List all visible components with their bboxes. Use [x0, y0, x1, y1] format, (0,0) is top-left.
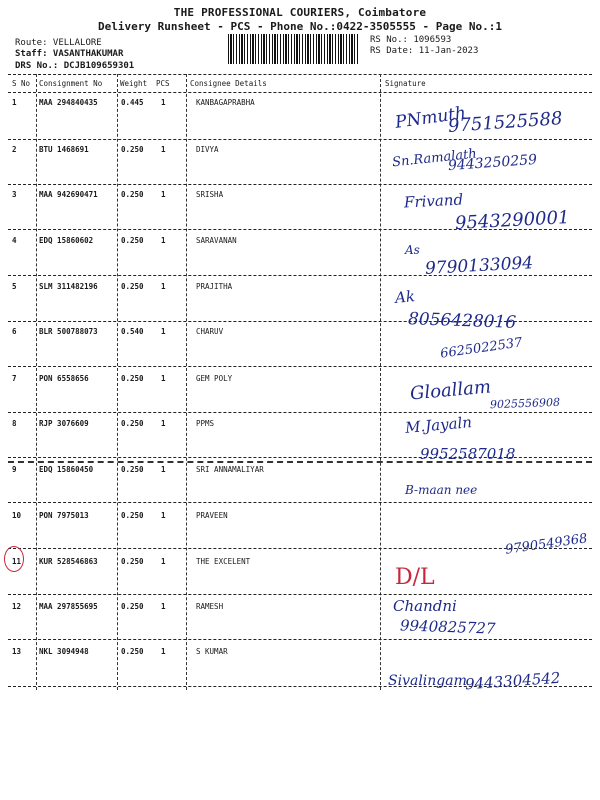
- col-divider: [186, 74, 187, 690]
- row-2-signature-phone: 9443250259: [447, 151, 538, 175]
- row-7-consignee: GEM POLY: [196, 374, 233, 383]
- row-2-pcs: 1: [161, 145, 166, 154]
- row-6-weight: 0.540: [121, 327, 144, 336]
- column-header-pcs: PCS: [156, 79, 170, 88]
- row-7-signature: Gloallam: [409, 376, 492, 405]
- column-header-sno: S No: [12, 79, 31, 88]
- row-9-consignee: SRI ANNAMALIYAR: [196, 465, 264, 474]
- column-header-signature: Signature: [385, 79, 426, 88]
- row-10-consignment: PON 7975013: [39, 511, 89, 520]
- row-4-signature-phone: 9790133094: [424, 253, 534, 279]
- row-10-weight: 0.250: [121, 511, 144, 520]
- row-12-separator: [8, 639, 592, 640]
- row-1-signature: PNmuth: [393, 103, 468, 133]
- header-rule: [8, 74, 592, 75]
- row-3-pcs: 1: [161, 190, 166, 199]
- row-12-sno: 12: [12, 602, 22, 611]
- row-2-sno: 2: [12, 145, 17, 154]
- row-10-consignee: PRAVEEN: [196, 511, 228, 520]
- row-11-sno: 11: [12, 557, 22, 566]
- row-7-pcs: 1: [161, 374, 166, 383]
- dl-annotation: D/L: [395, 565, 435, 590]
- row-3-signature: Frivand: [403, 190, 464, 212]
- col-divider: [380, 74, 381, 690]
- row-2-weight: 0.250: [121, 145, 144, 154]
- row-13-consignment: NKL 3094948: [39, 647, 89, 656]
- row-13-consignee: S KUMAR: [196, 647, 228, 656]
- row-4-weight: 0.250: [121, 236, 144, 245]
- row-13-signature-phone: 9443304542: [464, 668, 561, 694]
- row-1-weight: 0.445: [121, 98, 144, 107]
- row-6-signature-phone: 6625022537: [439, 335, 524, 362]
- row-3-consignment: MAA 942690471: [39, 190, 98, 199]
- row-11-separator: [8, 594, 592, 595]
- row-8-sno: 8: [12, 419, 17, 428]
- row-6-separator: [8, 366, 592, 367]
- row-7-separator: [8, 412, 592, 413]
- row-1-pcs: 1: [161, 98, 166, 107]
- row-6-consignee: CHARUV: [196, 327, 224, 336]
- row-8-weight: 0.250: [121, 419, 144, 428]
- col-divider: [117, 74, 118, 690]
- rs-number: RS No.: 1096593: [370, 35, 452, 45]
- row-11-consignee: THE EXCELENT: [196, 557, 251, 566]
- row-4-consignee: SARAVANAN: [196, 236, 237, 245]
- row-13-weight: 0.250: [121, 647, 144, 656]
- row-11-weight: 0.250: [121, 557, 144, 566]
- row-8-consignment: RJP 3076609: [39, 419, 89, 428]
- row-6-consignment: BLR 500788073: [39, 327, 98, 336]
- row-5-consignment: SLM 311482196: [39, 282, 98, 291]
- row-2-separator: [8, 184, 592, 185]
- row-2-signature: Sn.Ramalath: [391, 146, 478, 171]
- row-7-signature-phone: 9025556908: [489, 395, 561, 412]
- row-12-consignee: RAMESH: [196, 602, 224, 611]
- row-3-signature-phone: 9543290001: [454, 207, 571, 234]
- row-7-consignment: PON 6558656: [39, 374, 89, 383]
- row-5-signature-phone: 8056428016: [407, 309, 517, 333]
- row-6-pcs: 1: [161, 327, 166, 336]
- row-13-sno: 13: [12, 647, 22, 656]
- drs-label: DRS No.: DCJB109659301: [15, 61, 135, 71]
- row-11-pcs: 1: [161, 557, 166, 566]
- row-7-sno: 7: [12, 374, 17, 383]
- row-10-pcs: 1: [161, 511, 166, 520]
- column-header-consignee: Consignee Details: [190, 79, 267, 88]
- row-12-consignment: MAA 297855695: [39, 602, 98, 611]
- row-12-pcs: 1: [161, 602, 166, 611]
- row-5-consignee: PRAJITHA: [196, 282, 233, 291]
- row-9-weight: 0.250: [121, 465, 144, 474]
- row-5-signature: Ak: [394, 287, 416, 307]
- row-8-consignee: PPMS: [196, 419, 215, 428]
- row-12-signature: Chandni: [393, 597, 457, 615]
- rs-date: RS Date: 11-Jan-2023: [370, 46, 479, 56]
- row-1-consignment: MAA 294840435: [39, 98, 98, 107]
- row-3-sno: 3: [12, 190, 17, 199]
- row-5-weight: 0.250: [121, 282, 144, 291]
- row-13-pcs: 1: [161, 647, 166, 656]
- row-9-signature: B-maan nee: [405, 483, 478, 497]
- row-4-separator: [8, 275, 592, 276]
- column-header-weight: Weight: [120, 79, 148, 88]
- row-1-sno: 1: [12, 98, 17, 107]
- row-10-sno: 10: [12, 511, 22, 520]
- row-9-pcs: 1: [161, 465, 166, 474]
- row-7-weight: 0.250: [121, 374, 144, 383]
- row-3-weight: 0.250: [121, 190, 144, 199]
- row-4-signature: As: [405, 243, 420, 257]
- row-12-weight: 0.250: [121, 602, 144, 611]
- row-4-consignment: EDQ 15860602: [39, 236, 94, 245]
- row-8-signature: M.Jayaln: [404, 413, 473, 437]
- row-1-signature-phone: 9751525588: [447, 108, 564, 137]
- company-title: THE PROFESSIONAL COURIERS, Coimbatore: [173, 6, 427, 19]
- row-3-consignee: SRISHA: [196, 190, 224, 199]
- row-9-sno: 9: [12, 465, 17, 474]
- row-1-consignee: KANBAGAPRABHA: [196, 98, 255, 107]
- row-2-consignment: BTU 1468691: [39, 145, 89, 154]
- row-5-sno: 5: [12, 282, 17, 291]
- row-1-separator: [8, 139, 592, 140]
- barcode: [228, 34, 358, 64]
- row-10-signature-phone: 9790549368: [504, 531, 589, 558]
- column-header-rule: [8, 92, 592, 93]
- route-label: Route: VELLALORE: [15, 38, 102, 48]
- row-12-signature-phone: 9940825727: [399, 616, 496, 638]
- col-divider: [36, 74, 37, 690]
- row-6-sno: 6: [12, 327, 17, 336]
- heavy-separator: [8, 461, 592, 463]
- row-13-signature: Sivalingam: [388, 673, 467, 689]
- row-9-consignment: EDQ 15860450: [39, 465, 94, 474]
- row-2-consignee: DIVYA: [196, 145, 219, 154]
- row-11-circle-mark: [4, 546, 24, 572]
- row-4-sno: 4: [12, 236, 17, 245]
- row-8-pcs: 1: [161, 419, 166, 428]
- row-9-separator: [8, 502, 592, 503]
- row-4-pcs: 1: [161, 236, 166, 245]
- runsheet-subtitle: Delivery Runsheet - PCS - Phone No.:0422-3505555 - Page No.:1: [98, 20, 502, 33]
- row-5-pcs: 1: [161, 282, 166, 291]
- column-header-consignment: Consignment No: [39, 79, 103, 88]
- row-11-consignment: KUR 528546863: [39, 557, 98, 566]
- staff-label: Staff: VASANTHAKUMAR: [15, 49, 124, 59]
- row-8-signature-phone: 9952587018: [420, 445, 516, 463]
